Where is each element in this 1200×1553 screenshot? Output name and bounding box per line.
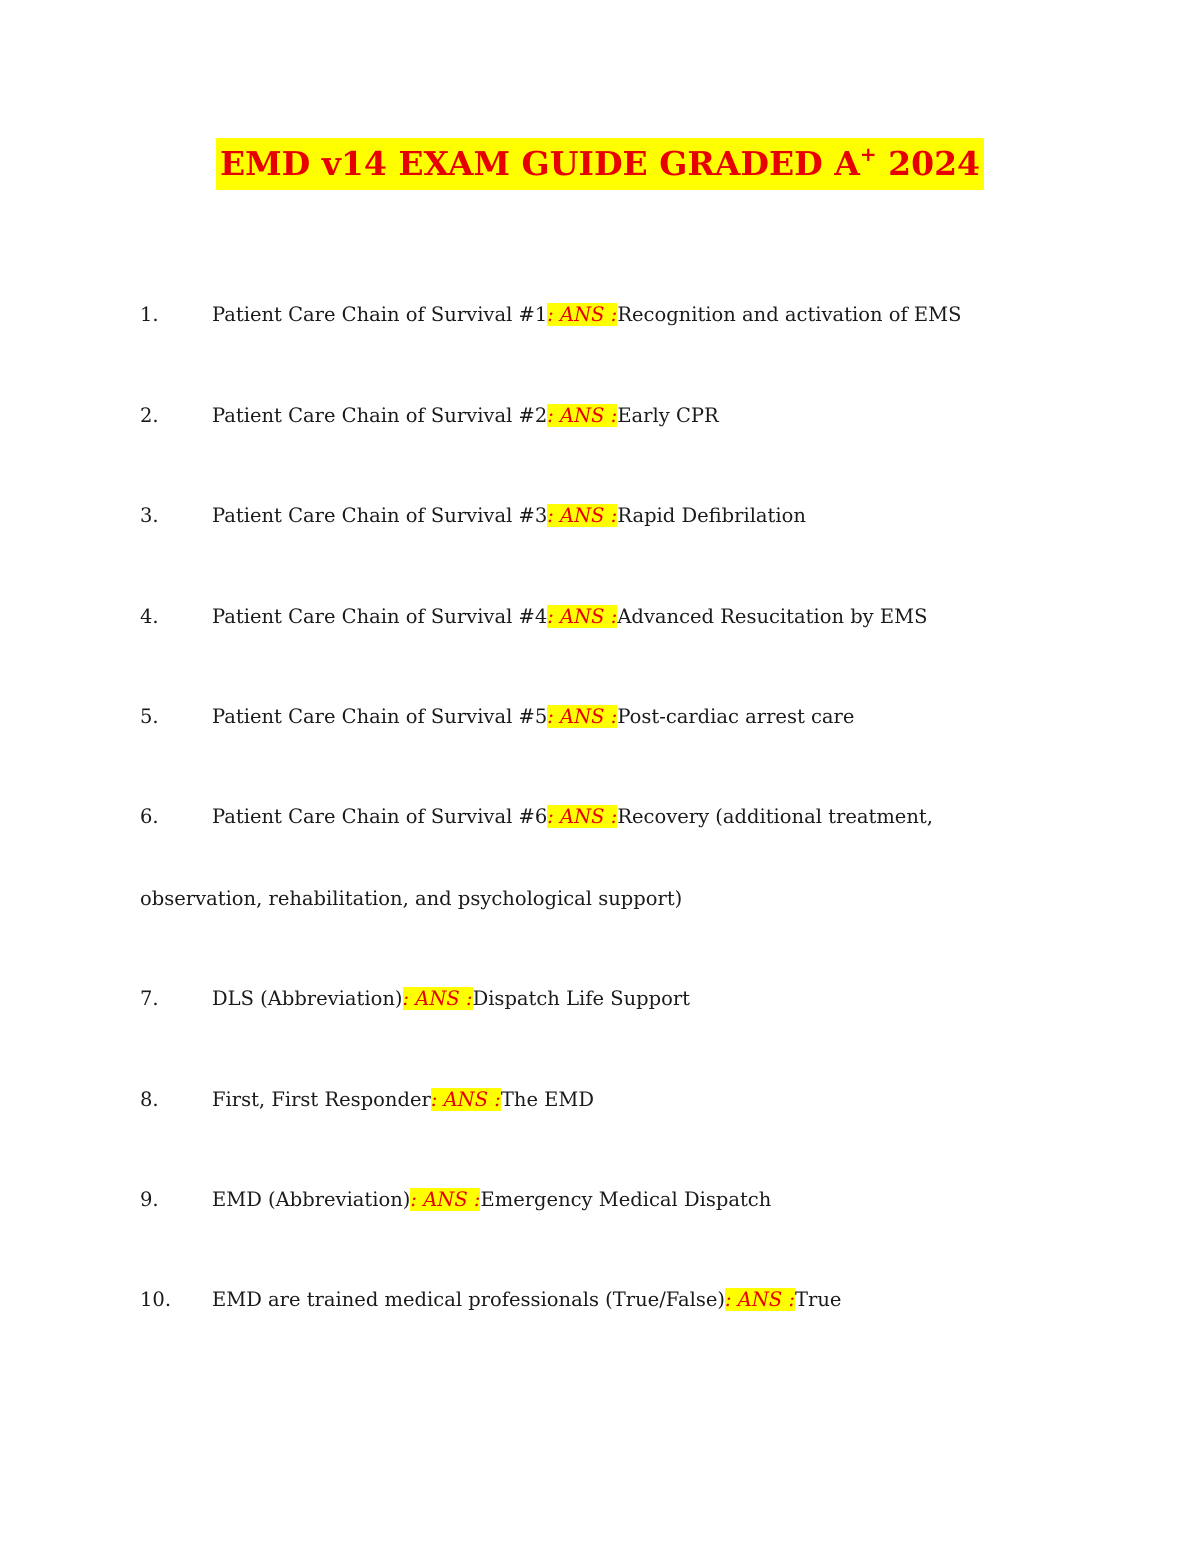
qa-item — [140, 958, 1060, 1040]
answer-tag: : ANS : — [430, 1088, 501, 1111]
title-main: EMD v14 EXAM GUIDE GRADED A — [219, 144, 860, 183]
qa-item — [140, 776, 1060, 858]
item-number: 9. — [140, 1188, 159, 1211]
title-superscript: + — [859, 142, 877, 166]
item-answer: Emergency Medical Dispatch — [480, 1188, 772, 1211]
item-question: Patient Care Chain of Survival #5 — [212, 705, 548, 728]
item-question: Patient Care Chain of Survival #6 — [212, 805, 548, 828]
item-answer: True — [795, 1288, 842, 1311]
item-number: 5. — [140, 705, 159, 728]
item-number: 4. — [140, 605, 159, 628]
title-year: 2024 — [876, 144, 981, 183]
qa-item — [140, 274, 1060, 356]
answer-tag: : ANS : — [547, 705, 618, 728]
item-answer: Advanced Resucitation by EMS — [617, 605, 928, 628]
qa-item — [140, 375, 1060, 457]
qa-item — [140, 676, 1060, 758]
answer-tag: : ANS : — [547, 504, 618, 527]
item-question: Patient Care Chain of Survival #4 — [212, 605, 548, 628]
answer-tag: : ANS : — [547, 404, 618, 427]
document-title — [216, 138, 984, 190]
item-question: Patient Care Chain of Survival #3 — [212, 504, 548, 527]
item-answer: Dispatch Life Support — [472, 987, 690, 1010]
item-answer: Early CPR — [617, 404, 719, 427]
item-number: 7. — [140, 987, 159, 1010]
qa-item-continuation — [140, 858, 1060, 940]
qa-item — [140, 576, 1060, 658]
qa-item — [140, 475, 1060, 557]
item-answer-continued: observation, rehabilitation, and psychological support) — [140, 887, 683, 910]
item-answer: The EMD — [500, 1088, 595, 1111]
item-question: Patient Care Chain of Survival #2 — [212, 404, 548, 427]
item-number: 3. — [140, 504, 159, 527]
title-container — [0, 138, 1200, 190]
item-question: EMD are trained medical professionals (True/False) — [212, 1288, 725, 1311]
qa-item — [140, 1159, 1060, 1241]
item-question: First, First Responder — [212, 1088, 431, 1111]
qa-item — [140, 1259, 1060, 1341]
qa-item — [140, 1059, 1060, 1141]
item-number: 8. — [140, 1088, 159, 1111]
item-question: EMD (Abbreviation) — [212, 1188, 411, 1211]
item-answer: Post-cardiac arrest care — [617, 705, 855, 728]
item-number: 10. — [140, 1288, 172, 1311]
item-answer: Rapid Defibrilation — [617, 504, 806, 527]
answer-tag: : ANS : — [725, 1288, 796, 1311]
item-answer: Recovery (additional treatment, — [617, 805, 933, 828]
answer-tag: : ANS : — [410, 1188, 481, 1211]
item-number: 6. — [140, 805, 159, 828]
answer-tag: : ANS : — [547, 805, 618, 828]
item-answer: Recognition and activation of EMS — [617, 303, 962, 326]
item-number: 2. — [140, 404, 159, 427]
item-question: DLS (Abbreviation) — [212, 987, 403, 1010]
item-number: 1. — [140, 303, 159, 326]
answer-tag: : ANS : — [547, 605, 618, 628]
answer-tag: : ANS : — [402, 987, 473, 1010]
answer-tag: : ANS : — [547, 303, 618, 326]
item-question: Patient Care Chain of Survival #1 — [212, 303, 548, 326]
